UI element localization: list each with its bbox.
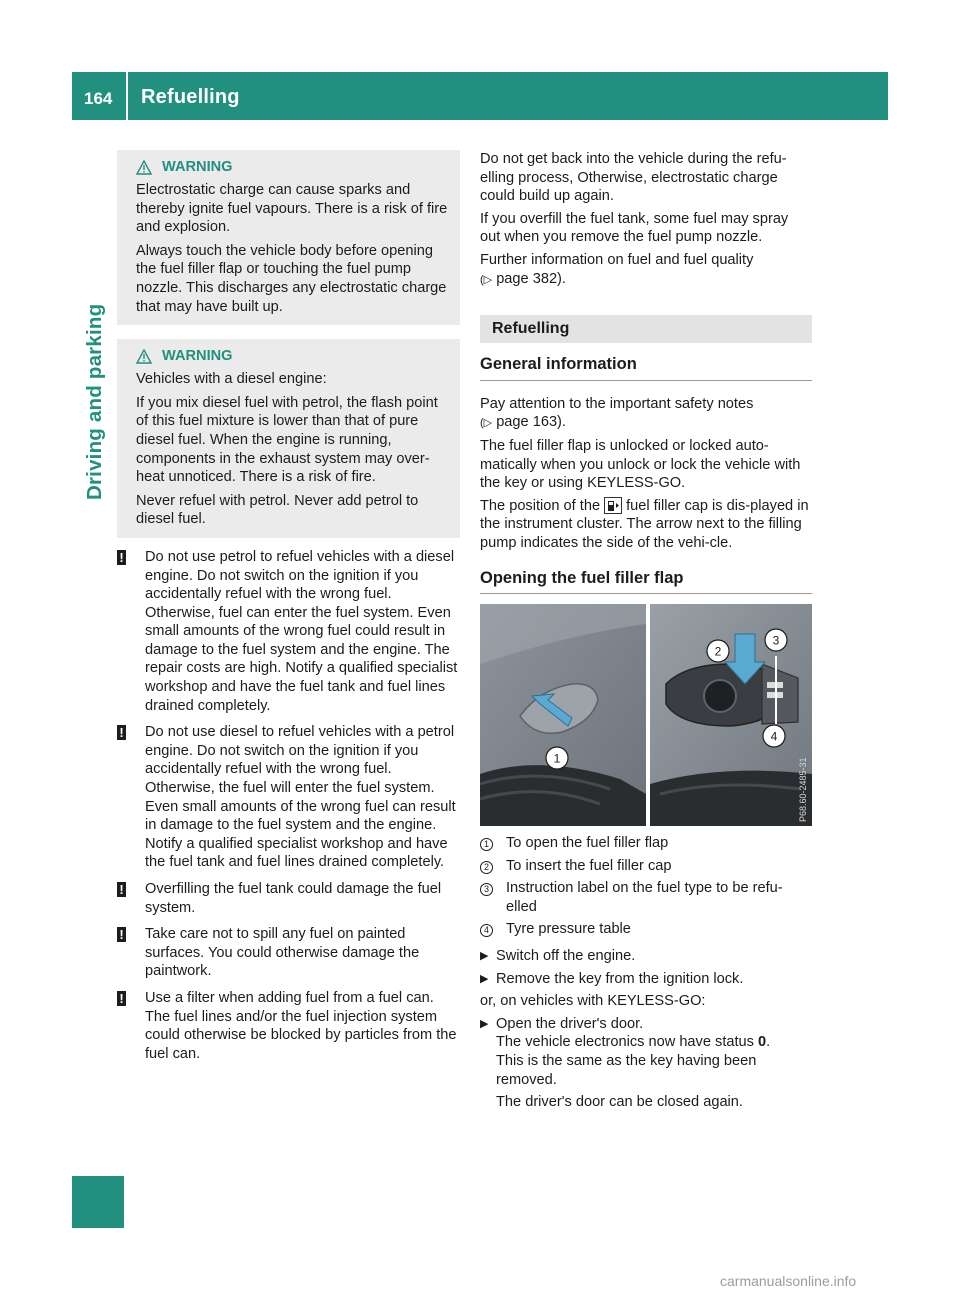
note-item bbox=[117, 548, 460, 715]
callout-1-label: 1 bbox=[553, 751, 561, 766]
step-item bbox=[480, 1015, 812, 1112]
callout-3 bbox=[765, 629, 787, 651]
keyless-go-note: or, on vehicles with KEYLESS-GO: bbox=[480, 993, 706, 1010]
step-text-part: The vehicle electronics now have status bbox=[496, 1034, 754, 1051]
callout-3-label: 3 bbox=[772, 633, 780, 648]
general-text: The position of the bbox=[480, 497, 601, 514]
legend-number: 1 bbox=[480, 838, 493, 851]
warning-triangle-icon bbox=[136, 160, 152, 175]
fuel-flap-illustration bbox=[480, 604, 812, 826]
warning-title: WARNING bbox=[162, 347, 233, 364]
exclamation-icon: ! bbox=[117, 927, 126, 942]
warning-text: Electrostatic charge can cause sparks and thereby ignite fuel vapours. There is a risk of fire and explosion. bbox=[136, 182, 448, 236]
note-text: Use a filter when adding fuel from a fuel can. The fuel lines and/or the fuel injection system could otherwise be blocked by particles from the fuel can. bbox=[145, 989, 457, 1062]
legend-number: 3 bbox=[480, 883, 493, 896]
page-ref-arrow: (▷ bbox=[480, 273, 493, 286]
right-column bbox=[480, 150, 812, 1112]
step-text: This is the same as the key having been removed. bbox=[496, 1053, 757, 1088]
warning-text: Never refuel with petrol. Never add petrol to diesel fuel. bbox=[136, 492, 419, 528]
legend-item bbox=[480, 879, 812, 916]
legend-item bbox=[480, 920, 812, 939]
legend-item bbox=[480, 857, 812, 876]
step-text bbox=[496, 1033, 812, 1052]
step-item bbox=[480, 947, 812, 966]
exclamation-icon: ! bbox=[117, 991, 126, 1006]
general-information-heading: General information bbox=[480, 355, 812, 381]
general-paragraph: The fuel filler flap is unlocked or locked auto-matically when you unlock or lock the vehicle with the key or using KEYLESS-GO. bbox=[480, 437, 801, 492]
step-arrow-icon: ▶ bbox=[480, 972, 489, 985]
note-text: Do not use petrol to refuel vehicles with a diesel engine. Do not switch on the ignition if you accidentally refuel with the wrong fuel. Otherwise, fuel can enter the fuel system. Even small amounts of the wrong fuel could result in damage to the fuel system and the engine. The repair costs are high. Notify a qualified specialist workshop and have the fuel tank and fuel lines drained completely. bbox=[145, 548, 458, 714]
note-item bbox=[117, 989, 460, 1063]
note-item bbox=[117, 925, 460, 981]
step-text: Switch off the engine. bbox=[496, 948, 636, 965]
step-text-part: . bbox=[766, 1034, 771, 1051]
note-text: Do not use diesel to refuel vehicles with a petrol engine. Do not switch on the ignition if you accidentally refuel with the wrong fuel. Otherwise, the fuel will enter the fuel system. Even small amounts of the wrong fuel can result in damage to the fuel system and the engine. Notify a qualified specialist workshop and have the fuel tank and fuel lines drained completely. bbox=[145, 724, 456, 871]
note-item bbox=[117, 880, 460, 917]
note-text: Overfilling the fuel tank could damage the fuel system. bbox=[145, 881, 442, 916]
general-paragraph bbox=[480, 395, 812, 433]
opening-flap-heading: Opening the fuel filler flap bbox=[480, 569, 812, 595]
general-paragraph bbox=[480, 497, 812, 553]
warning-heading bbox=[136, 346, 452, 366]
callout-2 bbox=[707, 640, 729, 662]
legend-text: Tyre pressure table bbox=[506, 921, 631, 938]
intro-paragraph: If you overfill the fuel tank, some fuel may spray out when you remove the fuel pump nozzle. bbox=[480, 210, 789, 246]
side-tab bbox=[83, 250, 114, 500]
page-title: Refuelling bbox=[141, 86, 240, 108]
note-item bbox=[117, 723, 460, 872]
callout-4-label: 4 bbox=[770, 729, 778, 744]
legend-text: To open the fuel filler flap bbox=[506, 835, 669, 852]
exclamation-icon: ! bbox=[117, 882, 126, 897]
intro-paragraph bbox=[480, 251, 812, 289]
section-title: Refuelling bbox=[480, 315, 812, 343]
warning-box-electrostatic bbox=[117, 150, 460, 325]
warning-title: WARNING bbox=[162, 158, 233, 175]
legend-text: To insert the fuel filler cap bbox=[506, 857, 672, 874]
side-tab-label: Driving and parking bbox=[83, 303, 106, 500]
header-divider bbox=[126, 72, 128, 120]
step-text: The driver's door can be closed again. bbox=[496, 1094, 743, 1111]
warning-text: Vehicles with a diesel engine: bbox=[136, 371, 327, 388]
legend-number: 2 bbox=[480, 861, 493, 874]
page-reference-link[interactable]: page 163). bbox=[496, 414, 566, 431]
page-reference-link[interactable]: page 382). bbox=[496, 270, 566, 287]
exclamation-icon: ! bbox=[117, 725, 126, 740]
status-value: 0 bbox=[758, 1034, 767, 1051]
page-ref-arrow: (▷ bbox=[480, 417, 493, 430]
warning-heading bbox=[136, 157, 452, 177]
fuel-flap-figure bbox=[480, 604, 812, 826]
legend-item bbox=[480, 834, 812, 853]
exclamation-icon: ! bbox=[117, 550, 126, 565]
step-text: Remove the key from the ignition lock. bbox=[496, 970, 744, 987]
watermark: carmanualsonline.info bbox=[720, 1273, 857, 1289]
step-arrow-icon: ▶ bbox=[480, 1017, 489, 1030]
intro-paragraph: Do not get back into the vehicle during the refu-elling process, Otherwise, electrostatic charge could build up again. bbox=[480, 151, 787, 205]
warning-triangle-icon bbox=[136, 349, 152, 364]
general-text: Pay attention to the important safety notes bbox=[480, 395, 754, 412]
figure-code: P68.60-2485-31 bbox=[798, 757, 808, 823]
side-tab-marker bbox=[72, 1176, 124, 1228]
legend-text: Instruction label on the fuel type to be refu-elled bbox=[506, 880, 783, 915]
step-arrow-icon: ▶ bbox=[480, 950, 489, 963]
callout-1 bbox=[546, 747, 568, 769]
note-text: Take care not to spill any fuel on painted surfaces. You could otherwise damage the paintwork. bbox=[145, 926, 420, 980]
warning-text: Always touch the vehicle body before opening the fuel filler flap or touching the fuel pump nozzle. This discharges any electrostatic charge that may have built up. bbox=[136, 242, 447, 315]
warning-box-diesel bbox=[117, 339, 460, 538]
intro-text: Further information on fuel and fuel quality bbox=[480, 251, 754, 268]
fuel-pump-icon bbox=[604, 497, 622, 514]
callout-4 bbox=[763, 725, 785, 747]
general-text: fuel filler cap is dis-played in the instrument cluster. The arrow next to the filling pump indicates the side of the vehi-cle. bbox=[480, 497, 809, 551]
legend-number: 4 bbox=[480, 924, 493, 937]
left-column bbox=[117, 150, 460, 1063]
step-text: Open the driver's door. bbox=[496, 1015, 644, 1032]
step-body bbox=[496, 1015, 812, 1112]
step-item bbox=[480, 970, 812, 989]
warning-text: If you mix diesel fuel with petrol, the flash point of this fuel mixture is lower than that of pure diesel fuel. When the engine is running, components in the exhaust system may over-heat unnoticed. There is a risk of fire. bbox=[136, 394, 438, 486]
page-number: 164 bbox=[84, 89, 113, 108]
callout-2-label: 2 bbox=[714, 644, 722, 659]
